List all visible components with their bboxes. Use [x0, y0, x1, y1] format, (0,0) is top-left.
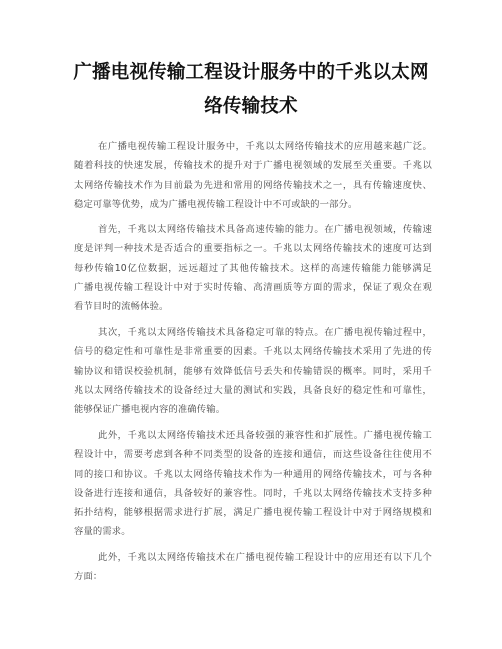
paragraph-line: 容量的需求。 [74, 526, 131, 538]
paragraph-line: 每秒传输10亿位数据，远远超过了其他传输技术。这样的高速传输能力能够满足 [74, 262, 432, 274]
paragraph-line: 首先，千兆以太网络传输技术具备高速传输的能力。在广播电视领域，传输速 [98, 224, 432, 235]
paragraph-line: 同的接口和协议。千兆以太网络传输技术作为一种通用的网络传输技术，可与各种 [74, 468, 432, 480]
paragraph-line: 能够保证广播电视内容的准确传输。 [74, 404, 226, 416]
paragraph-line: 此外，千兆以太网络传输技术还具备较强的兼容性和扩展性。广播电视传输工 [98, 430, 432, 441]
paragraph-line: 太网络传输技术作为目前最为先进和常用的网络传输技术之一，具有传输速度快、 [74, 179, 432, 191]
paragraph-1 [74, 137, 432, 214]
paragraph-line: 设备进行连接和通信，具备较好的兼容性。同时，千兆以太网络传输技术支持多种 [74, 487, 432, 499]
paragraph-3 [74, 323, 432, 419]
paragraph-line: 在广播电视传输工程设计服务中，千兆以太网络传输技术的应用越来越广泛。 [98, 141, 432, 152]
paragraph-line: 随着科技的快速发展，传输技术的提升对于广播电视领域的发展至关重要。千兆以 [74, 160, 432, 172]
paragraph-line: 兆以太网络传输技术的设备经过大量的测试和实践，具备良好的稳定性和可靠性， [74, 384, 432, 396]
paragraph-line: 其次，千兆以太网络传输技术具备稳定可靠的特点。在广播电视传输过程中， [98, 327, 432, 338]
paragraph-line: 看节目时的流畅体验。 [74, 301, 169, 313]
document-title-line-1: 广播电视传输工程设计服务中的千兆以太网 [73, 62, 429, 83]
paragraph-line: 方面： [74, 571, 103, 583]
paragraph-line: 度是评判一种技术是否适合的重要指标之一。千兆以太网络传输技术的速度可达到 [74, 243, 432, 255]
paragraph-line: 拓扑结构，能够根据需求进行扩展，满足广播电视传输工程设计中对于网络规模和 [74, 507, 432, 519]
paragraph-line: 此外，千兆以太网络传输技术在广播电视传输工程设计中的应用还有以下几个 [98, 552, 432, 563]
paragraph-line: 程设计中，需要考虑到各种不同类型的设备的连接和通信，而这些设备往往使用不 [74, 449, 432, 461]
paragraph-5 [74, 548, 432, 587]
document-title-line-2: 络传输技术 [204, 96, 298, 117]
paragraph-line: 广播电视传输工程设计中对于实时传输、高清画质等方面的需求，保证了观众在观 [74, 281, 432, 293]
paragraph-line: 稳定可靠等优势，成为广播电视传输工程设计中不可或缺的一部分。 [74, 198, 358, 210]
paragraph-4 [74, 426, 432, 542]
paragraph-2 [74, 220, 432, 316]
paragraph-line: 信号的稳定性和可靠性是非常重要的因素。千兆以太网络传输技术采用了先进的传 [74, 346, 432, 358]
paragraph-line: 输协议和错误校验机制，能够有效降低信号丢失和传输错误的概率。同时，采用千 [74, 365, 432, 377]
